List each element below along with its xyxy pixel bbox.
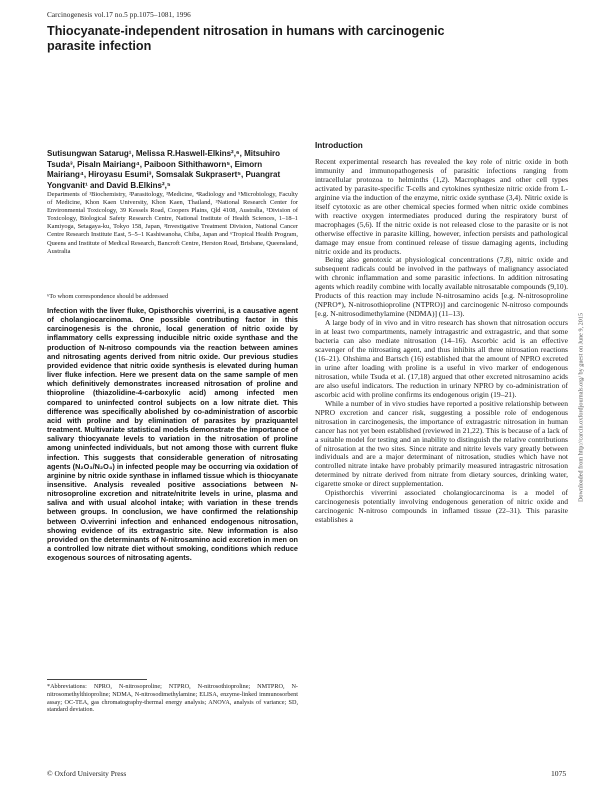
article-title: Thiocyanate-independent nitrosation in humans with carcinogenic parasite infection <box>47 24 445 53</box>
affiliations: Departments of ¹Biochemistry, ²Parasitology, ³Medicine, ⁴Radiology and ⁵Microbiology, Faculty of Medicine, Khon Kaen University, Khon Kaen, Thailand, ³National Research Center for Environmental Toxicology, 39 Kessels Road, Coopers Plains, Qld 4108, Australia, ³Division of Toxicology, Biological Safety Research Centre, National Institute of Health Sciences, 1–18–1 Kamiyoga, Setagaya-ku, Tokyo 158, Japan, ³Investigative Treatment Division, National Cancer Centre Research Institute East, 5–5–1 Kashiwanoha, Chiba, Japan and ⁶Tropical Health Program, Queens and Institute of Medical Research, Bancroft Centre, Herston Road, Brisbane, Queensland, Australia <box>47 191 298 255</box>
intro-paragraph: While a number of in vivo studies have reported a positive relationship between NPRO excretion and cancer risk, suggesting a possible role of endogenous nitrosation in carcinogenesis, the importance of extragastric nitrosation in human cancer has not yet been established (reviewed in 21,22). This is because of a lack of a suitable model for testing and an inability to distinguish the relative contributions of nitrosation at the two sites. Since nitrate and nitrite levels vary greatly between individuals and are a major determinant of nitrosation, studies which have not controlled nitrate intake have probably primarily measured intragastric nitrosation determined by nitrate derived from nitrate from dietary sources, drinking water, cigarette smoke or direct supplementation. <box>315 398 568 489</box>
correspondence-note: ⁶To whom correspondence should be addressed <box>47 293 169 300</box>
page-number: 1075 <box>551 769 567 778</box>
footnote-divider <box>47 679 147 680</box>
journal-citation: Carcinogenesis vol.17 no.5 pp.1075–1081, 1996 <box>47 11 191 19</box>
intro-paragraph: Opisthorchis viverrini associated cholangiocarcinoma is a model of carcinogenesis potentially involving endogenous generation of nitric oxide and carcinogenic N-nitroso compounds in inflamed tissue (22–31). This parasite establishes a <box>315 488 568 525</box>
download-watermark <box>575 230 587 590</box>
author-list: Sutisungwan Satarug¹, Melissa R.Haswell-Elkins²,⁶, Mitsuhiro Tsuda³, Pisaln Mairiang⁴, Paiboon Sithithaworn⁵, Eimorn Mairiang⁴, Hiroyasu Esumi³, Somsalak Sukprasert⁵, Puangrat Yongvanit¹ and David B.Elkins²,⁵ <box>47 149 281 190</box>
introduction-body <box>315 158 568 525</box>
copyright-text: © Oxford University Press <box>47 769 127 778</box>
download-watermark-text: Downloaded from http://carcin.oxfordjournals.org/ by guest on June 9, 2015 <box>577 312 585 503</box>
intro-paragraph: Recent experimental research has revealed the key role of nitric oxide in both immunity and immunopathogenesis of parasitic infections ranging from intracellular protozoa to helminths (1,2). Macrophages and other cell types activated by parasite-specific T-cells and cytokines synthesize nitric oxide from L-arginine via the induction of the enzyme, nitric oxide synthase (3,4). Nitric oxide is itself cytotoxic as are other chemical species formed when nitric oxide combines with reactive oxygen intermediates produced during the respiratory burst of macrophages (5,6). If the nitric oxide is not released close to the parasite or is not otherwise effective in parasite killing, however, infection persists and pathological damage may ensue from continued release of tissue damaging agents, including nitric oxide and its products. <box>315 157 568 256</box>
intro-paragraph: Being also genotoxic at physiological concentrations (7,8), nitric oxide and subsequent radicals could be involved in the pathways of malignancy associated with chronic inflammation and some parasitic infections. In addition nitrosating agents which readily combine with locally available nitrosatable compounds (9,10). Products of this reaction may include N-nitrosamino acids [e.g. N-nitrosoproline (NPRO*), N-nitrosothioproline (NTPRO)] and carcinogenic N-nitroso compounds [e.g. N-nitrosodimethylamine (NDMA)] (11–13). <box>315 255 568 319</box>
publisher-line <box>47 769 126 778</box>
section-heading-introduction: Introduction <box>315 141 363 150</box>
abbreviations-footnote: *Abbreviations: NPRO, N-nitrosoproline; NTPRO, N-nitrosothioproline; NMTPRO, N-nitrosomethylthioproline; NDMA, N-nitrosodimethylamine; ELISA, enzyme-linked immunosorbent assay; OC-TEA, gas chromatography-thermal energy analysis; ANOVA, analysis of variance; SD, standard deviation. <box>47 683 298 714</box>
abstract: Infection with the liver fluke, Opisthorchis viverrini, is a causative agent of cholangiocarcinoma. One possible contributing factor in this carcinogenesis is the chronic, local generation of nitric oxide by inflammatory cells expressing inducible nitric oxide synthase and the production of N-nitroso compounds via the reaction between amines and nitrosating agents derived from nitric oxide. Our previous studies provided evidence that nitric oxide synthesis is elevated during human liver fluke infection. Here we present data on the same sample of men which definitively demonstrates increased nitrosation of proline and thioproline (thiazolidine-4-carboxylic acid) among infected men compared to uninfected control subjects on a low nitrate diet. This difference was specifically abolished by co-administration of ascorbic acid with proline and by elimination of parasites by praziquantel treatment. Multivariate statistical models demonstrate the importance of salivary thiocyanate levels to variation in the nitrosation of proline among uninfected individuals, but not among those with current fluke infection. This suggests that considerable generation of nitrosating agents (N₂O₃/N₂O₄) in infected people may be occurring via oxidation of arginine by nitric oxide synthase in inflamed tissue which is thiocyanate insensitive. Analysis revealed positive associations between N-nitrosoproline excretion and nitrate/nitrite levels in urine, plasma and saliva and with usual alcohol intake; with variation in these trends between groups. In conclusion, we have confirmed the relationship between O.viverrini infection and enhanced endogenous nitrosation, showing evidence of its extragastric site. New information is also provided on the determinants of N-nitrosamino acid excretion in men on a controlled low nitrate diet without smoking, conditions which reduce exogenous sources of nitrosating agents. <box>47 306 298 563</box>
intro-paragraph: A large body of in vivo and in vitro research has shown that nitrosation occurs in at least two compartments, namely intragastric and extragastric, and that some bacteria can also mediate nitrosation (14–16). Ascorbic acid is an effective scavenger of the nitrosating agent, and thus inhibits all three nitrosation reactions (16–21). Ohshima and Bartsch (16) established that the amount of NPRO excreted in urine after loading with proline is a useful in vivo marker of endogenous nitrosation, while Tsuda et al. (17,18) argued that other excreted nitrosamino acids are also useful indicators. The reduction in urinary NPRO by co-administration of ascorbic acid with proline confirms its endogenous origin (19–21). <box>315 318 568 399</box>
